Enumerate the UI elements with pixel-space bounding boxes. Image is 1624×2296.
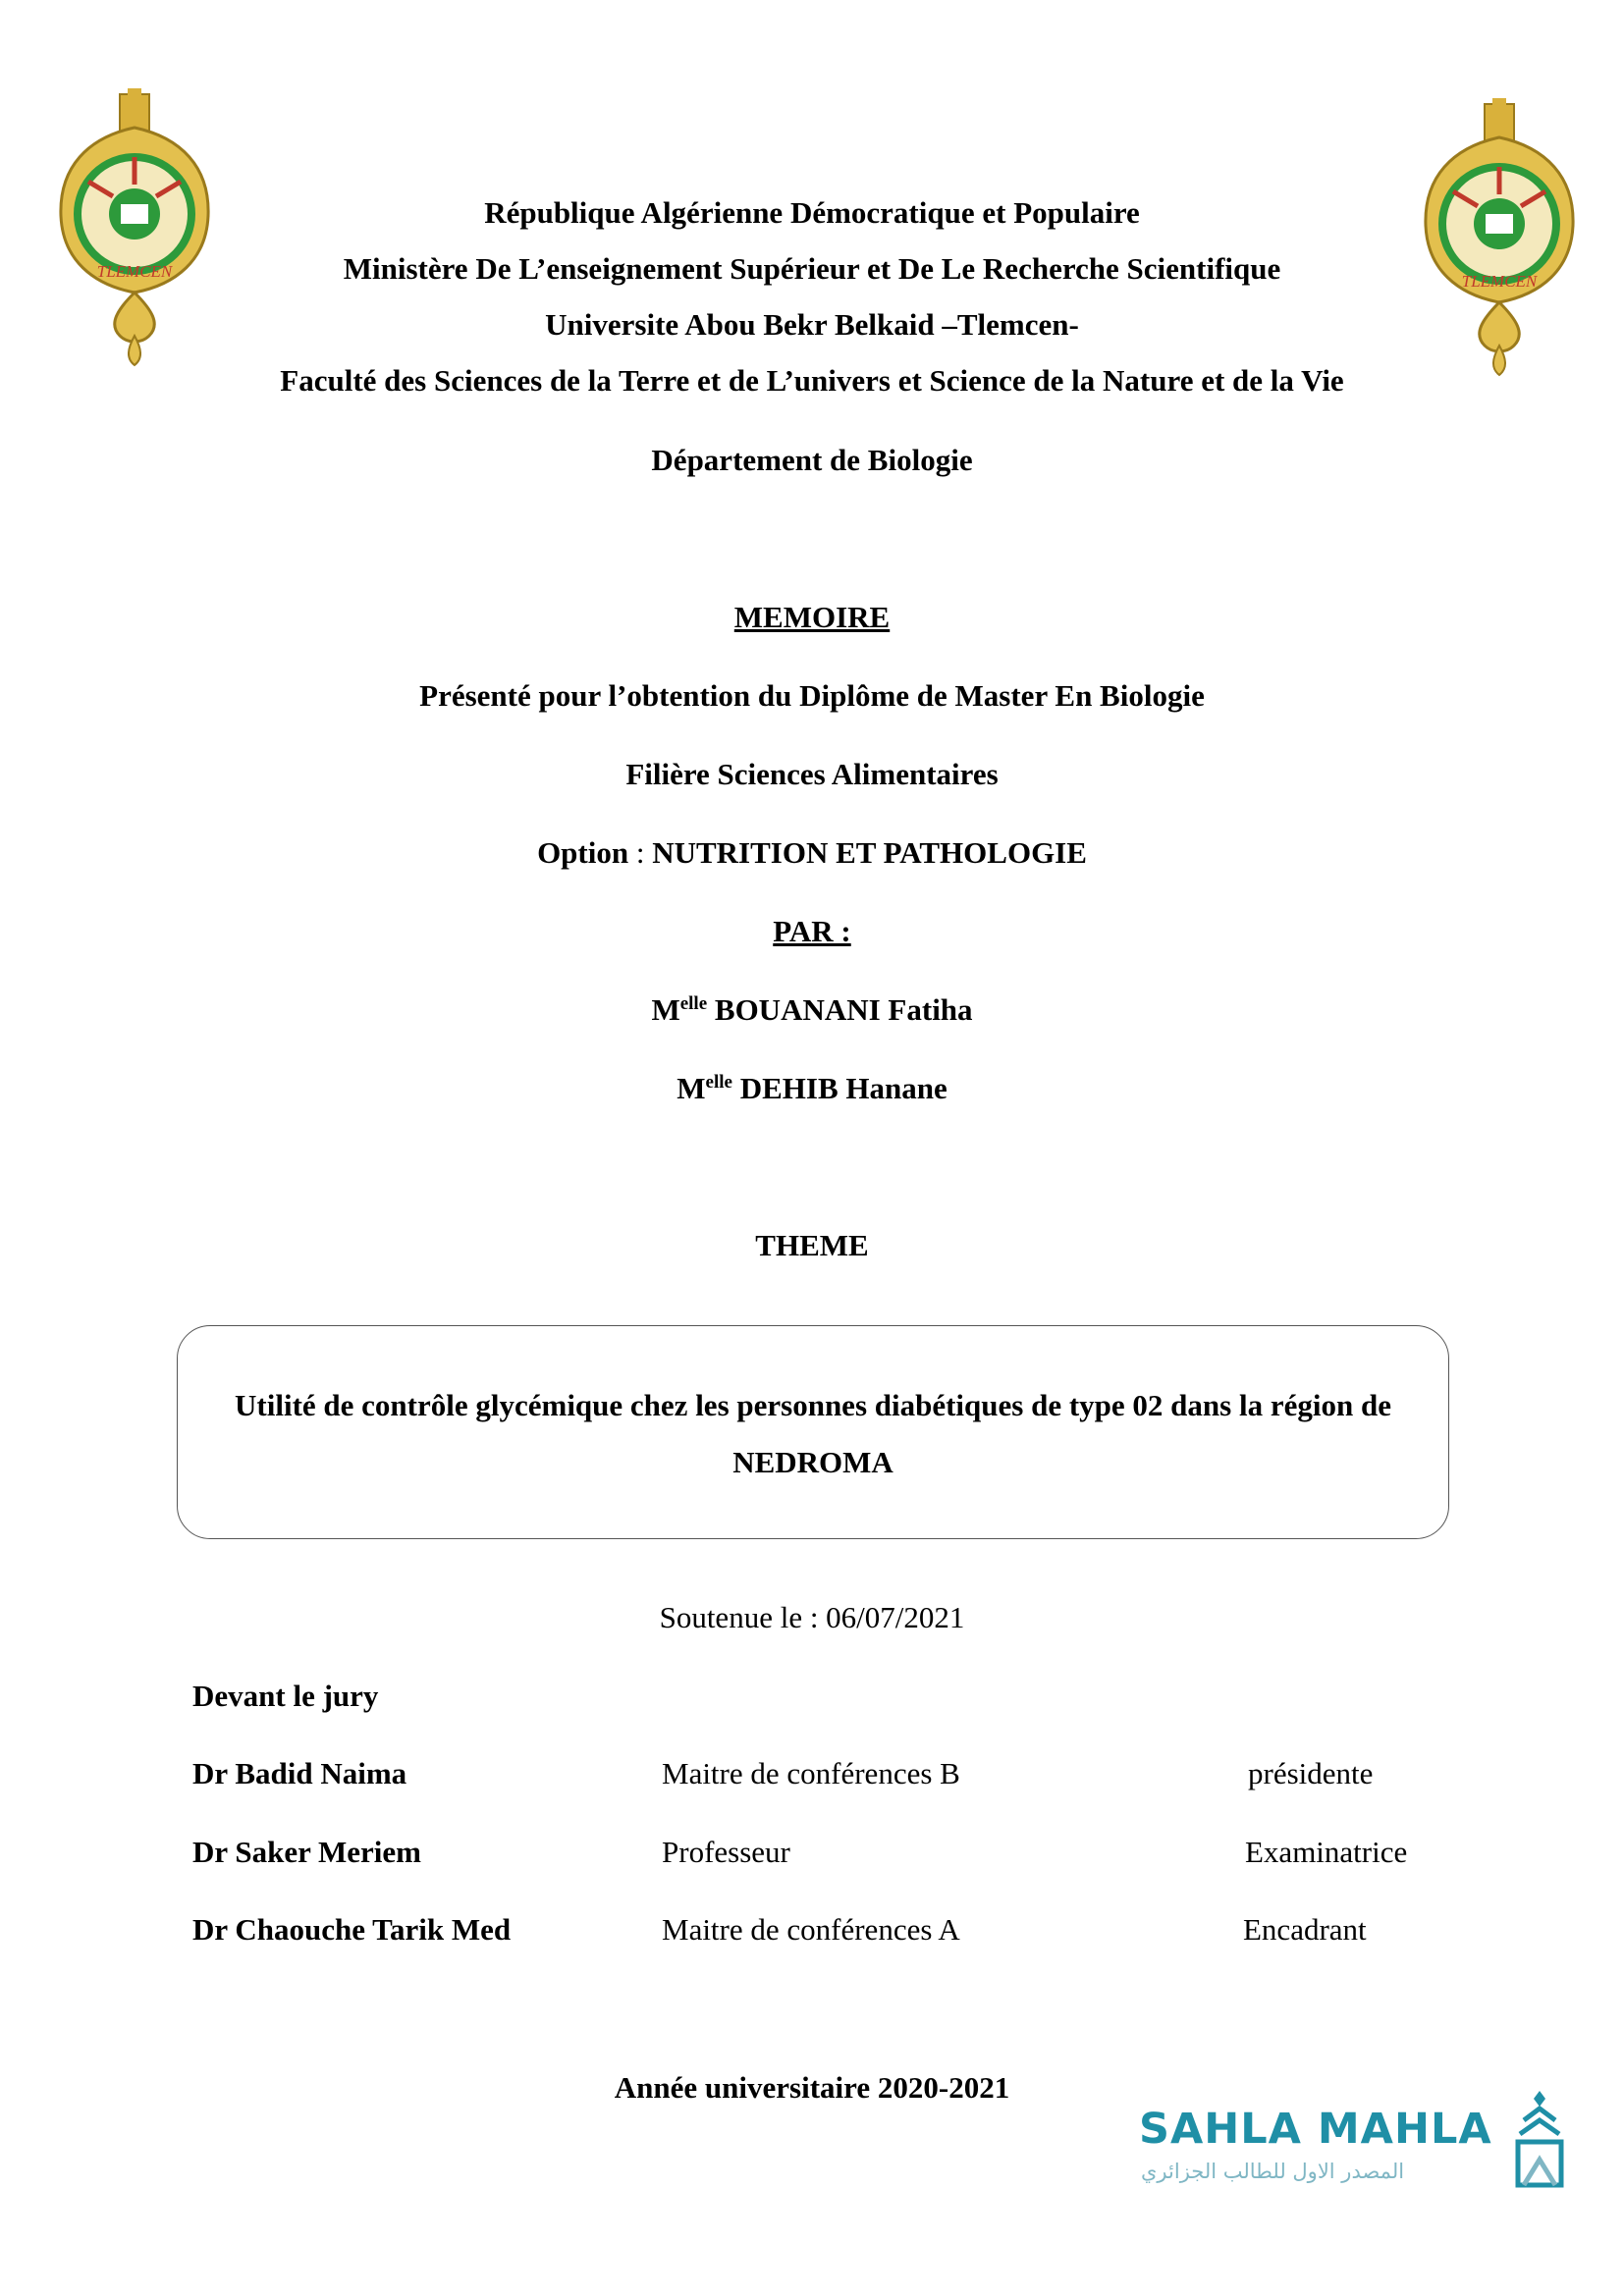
jury-member-role: Encadrant <box>1243 1912 1367 1947</box>
author-line <box>0 1069 1624 1108</box>
option-separator: : <box>628 835 653 870</box>
jury-member-role: Examinatrice <box>1245 1835 1408 1869</box>
jury-member-grade: Maitre de conférences B <box>662 1756 960 1790</box>
filiere-line: Filière Sciences Alimentaires <box>625 757 999 791</box>
jury-title: Devant le jury <box>192 1679 379 1713</box>
memoire-title <box>0 598 1624 637</box>
author-prefix-sup: elle <box>705 1072 732 1093</box>
author-prefix: M <box>677 1071 706 1105</box>
option-line <box>0 833 1624 873</box>
theme-label: THEME <box>755 1228 869 1262</box>
logo-text: TLEMCEN <box>96 262 173 281</box>
theme-box <box>177 1325 1449 1539</box>
author-prefix-sup: elle <box>679 993 708 1014</box>
jury-member-name: Dr Saker Meriem <box>192 1835 421 1869</box>
brand-logo-icon <box>1510 2091 1569 2199</box>
department-line: Département de Biologie <box>651 443 973 477</box>
author-name: DEHIB Hanane <box>731 1071 947 1105</box>
jury-member-role: présidente <box>1248 1756 1374 1790</box>
sahla-mahla-watermark <box>1139 2105 1512 2222</box>
logo-text: TLEMCEN <box>1461 272 1538 291</box>
option-value: NUTRITION ET PATHOLOGIE <box>652 835 1087 870</box>
jury-member-name: Dr Badid Naima <box>192 1756 407 1790</box>
memoire-title-text: MEMOIRE <box>733 600 891 634</box>
theme-text: Utilité de contrôle glycémique chez les personnes diabétiques de type 02 dans la région de NEDROMA <box>235 1388 1391 1479</box>
defense-date: Soutenue le : 06/07/2021 <box>659 1600 965 1634</box>
option-label: Option <box>537 835 629 870</box>
republic-line: République Algérienne Démocratique et Populaire <box>484 195 1140 230</box>
author-name: BOUANANI Fatiha <box>707 992 973 1027</box>
academic-year: Année universitaire 2020-2021 <box>614 2070 1010 2105</box>
brand-name: SAHLA MAHLA <box>1139 2105 1492 2154</box>
ministry-line: Ministère De L’enseignement Supérieur et De Le Recherche Scientifique <box>343 251 1281 286</box>
university-line: Universite Abou Bekr Belkaid –Tlemcen- <box>545 307 1079 342</box>
jury-member-name: Dr Chaouche Tarik Med <box>192 1912 512 1947</box>
faculty-line: Faculté des Sciences de la Terre et de L’univers et Science de la Nature et de la Vie <box>280 363 1344 398</box>
author-line <box>0 990 1624 1030</box>
par-label: PAR : <box>773 914 851 948</box>
jury-member-grade: Professeur <box>662 1835 790 1869</box>
par-line <box>0 912 1624 951</box>
author-prefix: M <box>651 992 680 1027</box>
presented-line: Présenté pour l’obtention du Diplôme de Master En Biologie <box>419 678 1205 713</box>
brand-tagline: المصدر الاول للطالب الجزائري <box>1141 2160 1405 2183</box>
jury-member-grade: Maitre de conférences A <box>662 1912 960 1947</box>
